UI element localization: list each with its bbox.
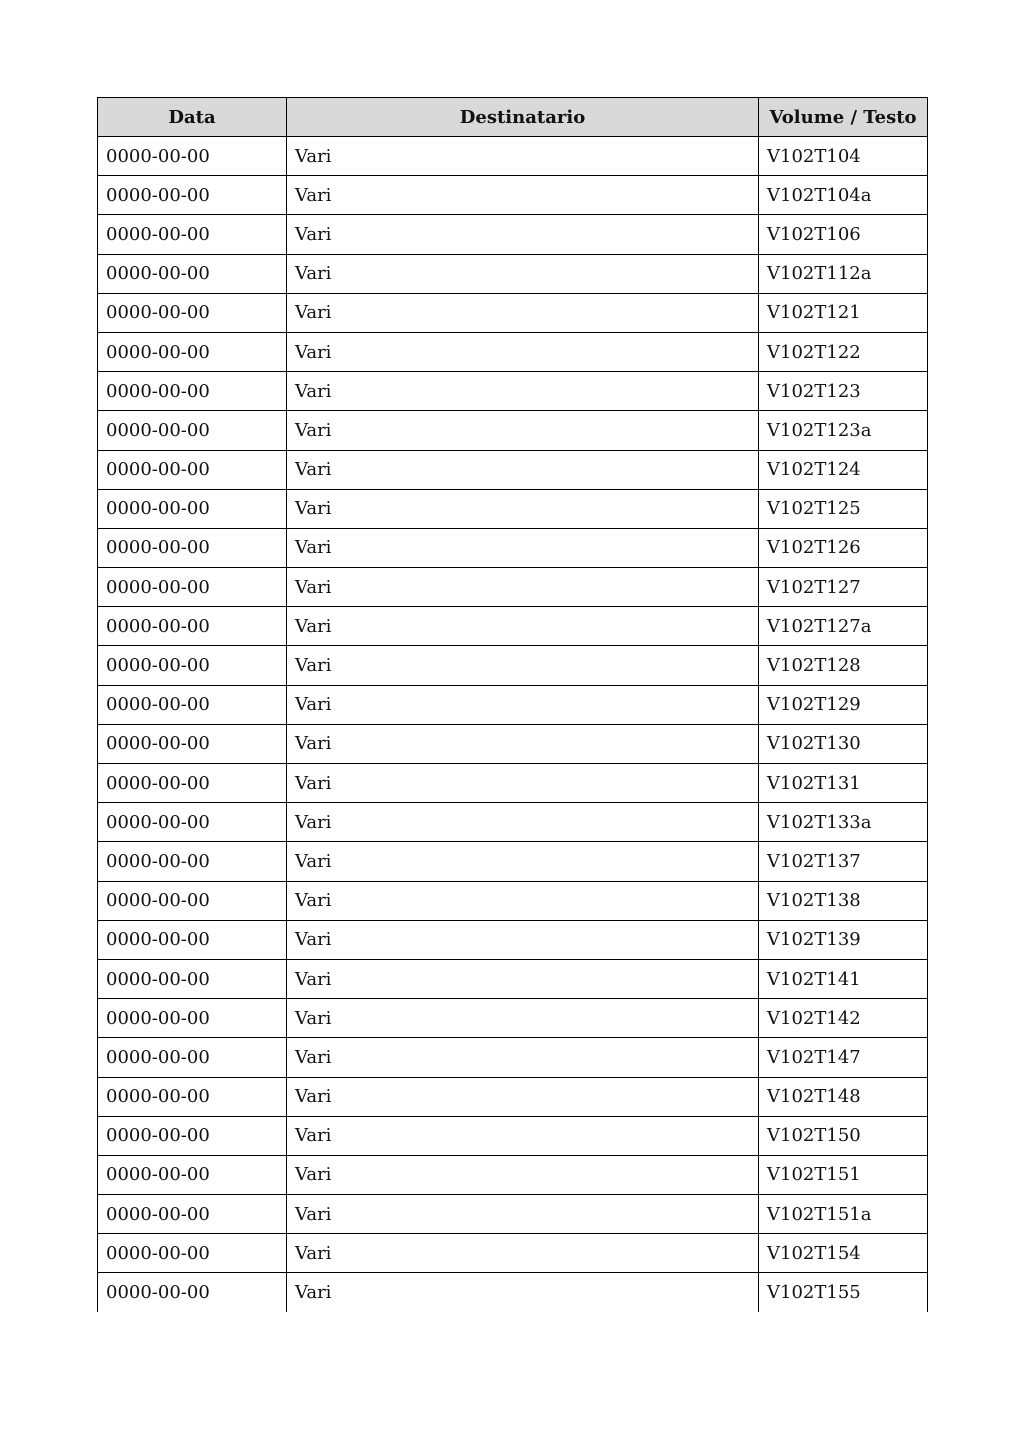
header-destinatario: Destinatario — [287, 98, 759, 137]
cell-data: 0000-00-00 — [98, 685, 287, 724]
cell-volume-testo: V102T121 — [759, 293, 928, 332]
cell-destinatario: Vari — [287, 842, 759, 881]
table-row — [98, 920, 928, 959]
cell-volume-testo: V102T141 — [759, 959, 928, 998]
cell-data: 0000-00-00 — [98, 803, 287, 842]
cell-volume-testo: V102T125 — [759, 489, 928, 528]
cell-volume-testo: V102T126 — [759, 528, 928, 567]
cell-data: 0000-00-00 — [98, 1038, 287, 1077]
table-row — [98, 959, 928, 998]
cell-volume-testo: V102T148 — [759, 1077, 928, 1116]
cell-volume-testo: V102T147 — [759, 1038, 928, 1077]
cell-destinatario: Vari — [287, 215, 759, 254]
cell-volume-testo: V102T104a — [759, 176, 928, 215]
cell-volume-testo: V102T154 — [759, 1234, 928, 1273]
cell-destinatario: Vari — [287, 176, 759, 215]
cell-data: 0000-00-00 — [98, 137, 287, 176]
cell-destinatario: Vari — [287, 1155, 759, 1194]
cell-destinatario: Vari — [287, 332, 759, 371]
cell-data: 0000-00-00 — [98, 646, 287, 685]
cell-data: 0000-00-00 — [98, 568, 287, 607]
cell-data: 0000-00-00 — [98, 607, 287, 646]
cell-data: 0000-00-00 — [98, 411, 287, 450]
table-row — [98, 881, 928, 920]
table-row — [98, 489, 928, 528]
table-row — [98, 1234, 928, 1273]
table-row — [98, 646, 928, 685]
cell-destinatario: Vari — [287, 1038, 759, 1077]
cell-destinatario: Vari — [287, 999, 759, 1038]
table-row — [98, 332, 928, 371]
cell-destinatario: Vari — [287, 1116, 759, 1155]
cell-destinatario: Vari — [287, 685, 759, 724]
cell-volume-testo: V102T122 — [759, 332, 928, 371]
cell-volume-testo: V102T129 — [759, 685, 928, 724]
table-row — [98, 450, 928, 489]
cell-destinatario: Vari — [287, 1234, 759, 1273]
cell-volume-testo: V102T131 — [759, 764, 928, 803]
cell-data: 0000-00-00 — [98, 1234, 287, 1273]
cell-destinatario: Vari — [287, 803, 759, 842]
cell-destinatario: Vari — [287, 764, 759, 803]
cell-destinatario: Vari — [287, 137, 759, 176]
cell-destinatario: Vari — [287, 1195, 759, 1234]
cell-destinatario: Vari — [287, 607, 759, 646]
cell-data: 0000-00-00 — [98, 372, 287, 411]
table-row — [98, 764, 928, 803]
document-page — [97, 97, 927, 1312]
table-row — [98, 372, 928, 411]
table-row — [98, 803, 928, 842]
table-row — [98, 176, 928, 215]
cell-data: 0000-00-00 — [98, 842, 287, 881]
table-row — [98, 1038, 928, 1077]
cell-destinatario: Vari — [287, 372, 759, 411]
table-row — [98, 1077, 928, 1116]
cell-volume-testo: V102T104 — [759, 137, 928, 176]
cell-data: 0000-00-00 — [98, 176, 287, 215]
table-row — [98, 724, 928, 763]
cell-volume-testo: V102T124 — [759, 450, 928, 489]
cell-data: 0000-00-00 — [98, 332, 287, 371]
cell-data: 0000-00-00 — [98, 489, 287, 528]
cell-volume-testo: V102T151a — [759, 1195, 928, 1234]
cell-data: 0000-00-00 — [98, 764, 287, 803]
header-data: Data — [98, 98, 287, 137]
cell-destinatario: Vari — [287, 920, 759, 959]
table-row — [98, 528, 928, 567]
cell-destinatario: Vari — [287, 881, 759, 920]
cell-destinatario: Vari — [287, 724, 759, 763]
table-row — [98, 842, 928, 881]
cell-volume-testo: V102T142 — [759, 999, 928, 1038]
table-row — [98, 607, 928, 646]
cell-data: 0000-00-00 — [98, 1273, 287, 1312]
table-row — [98, 999, 928, 1038]
table-row — [98, 1273, 928, 1312]
cell-volume-testo: V102T133a — [759, 803, 928, 842]
cell-data: 0000-00-00 — [98, 254, 287, 293]
cell-destinatario: Vari — [287, 528, 759, 567]
header-volume-testo: Volume / Testo — [759, 98, 928, 137]
table-row — [98, 215, 928, 254]
cell-data: 0000-00-00 — [98, 1195, 287, 1234]
cell-data: 0000-00-00 — [98, 215, 287, 254]
table-header — [98, 98, 928, 137]
cell-data: 0000-00-00 — [98, 1116, 287, 1155]
table-row — [98, 1195, 928, 1234]
table-row — [98, 1116, 928, 1155]
cell-data: 0000-00-00 — [98, 959, 287, 998]
table-row — [98, 568, 928, 607]
cell-destinatario: Vari — [287, 489, 759, 528]
cell-destinatario: Vari — [287, 568, 759, 607]
cell-destinatario: Vari — [287, 959, 759, 998]
cell-volume-testo: V102T128 — [759, 646, 928, 685]
cell-volume-testo: V102T155 — [759, 1273, 928, 1312]
cell-volume-testo: V102T130 — [759, 724, 928, 763]
cell-data: 0000-00-00 — [98, 1155, 287, 1194]
cell-volume-testo: V102T138 — [759, 881, 928, 920]
cell-destinatario: Vari — [287, 1077, 759, 1116]
records-table — [97, 97, 928, 1312]
cell-data: 0000-00-00 — [98, 881, 287, 920]
header-row — [98, 98, 928, 137]
cell-volume-testo: V102T137 — [759, 842, 928, 881]
table-row — [98, 293, 928, 332]
cell-destinatario: Vari — [287, 646, 759, 685]
cell-data: 0000-00-00 — [98, 528, 287, 567]
table-row — [98, 137, 928, 176]
cell-volume-testo: V102T106 — [759, 215, 928, 254]
cell-data: 0000-00-00 — [98, 293, 287, 332]
table-row — [98, 685, 928, 724]
cell-volume-testo: V102T139 — [759, 920, 928, 959]
cell-destinatario: Vari — [287, 254, 759, 293]
cell-volume-testo: V102T150 — [759, 1116, 928, 1155]
cell-volume-testo: V102T123 — [759, 372, 928, 411]
table-row — [98, 254, 928, 293]
cell-volume-testo: V102T127a — [759, 607, 928, 646]
table-row — [98, 1155, 928, 1194]
cell-volume-testo: V102T112a — [759, 254, 928, 293]
cell-data: 0000-00-00 — [98, 999, 287, 1038]
cell-volume-testo: V102T151 — [759, 1155, 928, 1194]
cell-volume-testo: V102T123a — [759, 411, 928, 450]
cell-destinatario: Vari — [287, 1273, 759, 1312]
cell-destinatario: Vari — [287, 411, 759, 450]
cell-data: 0000-00-00 — [98, 450, 287, 489]
cell-data: 0000-00-00 — [98, 920, 287, 959]
cell-data: 0000-00-00 — [98, 1077, 287, 1116]
cell-destinatario: Vari — [287, 450, 759, 489]
cell-data: 0000-00-00 — [98, 724, 287, 763]
cell-destinatario: Vari — [287, 293, 759, 332]
table-body — [98, 137, 928, 1313]
table-row — [98, 411, 928, 450]
cell-volume-testo: V102T127 — [759, 568, 928, 607]
